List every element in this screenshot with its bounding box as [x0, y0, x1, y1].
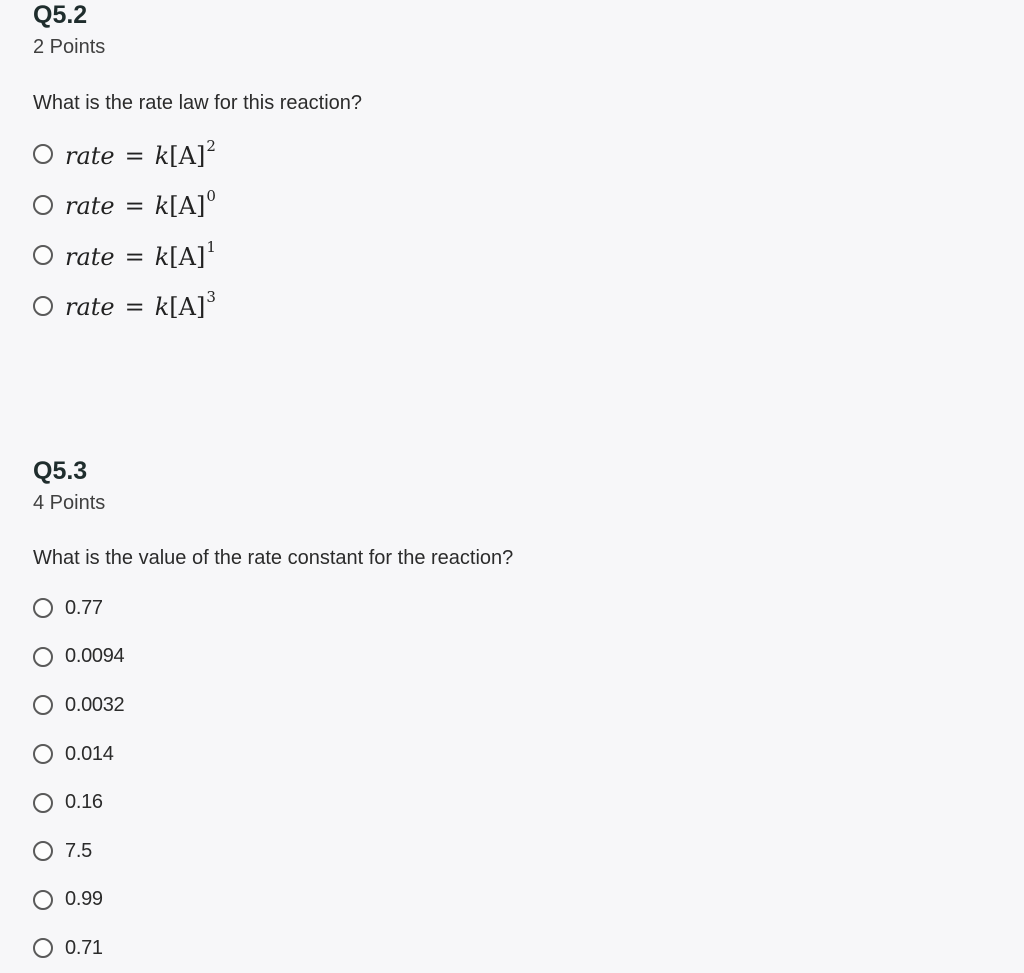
answer-option-4[interactable] [33, 730, 993, 779]
rate-law-formula: rate = $k[A]^1$ [65, 237, 216, 271]
answer-option-5[interactable] [33, 778, 993, 827]
answer-option-3[interactable] [33, 230, 993, 281]
option-label: 0.0032 [65, 693, 125, 716]
radio-button[interactable] [33, 695, 53, 715]
question-q5-3 [33, 456, 993, 973]
answer-option-8[interactable] [33, 924, 993, 973]
answer-option-2[interactable] [33, 180, 993, 231]
option-label: 0.77 [65, 596, 103, 619]
question-points: 4 Points [33, 492, 106, 514]
radio-button[interactable] [33, 744, 53, 764]
radio-button[interactable] [33, 938, 53, 958]
answer-option-7[interactable] [33, 876, 993, 925]
answer-option-6[interactable] [33, 827, 993, 876]
radio-button[interactable] [33, 598, 53, 618]
radio-button[interactable] [33, 841, 53, 861]
answer-option-4[interactable] [33, 281, 993, 332]
radio-button[interactable] [33, 144, 53, 164]
radio-button[interactable] [33, 195, 53, 215]
radio-button[interactable] [33, 296, 53, 316]
rate-law-formula: rate = $k[A]^2$ [65, 136, 216, 170]
question-title: Q5.2 [33, 1, 88, 29]
answer-option-1[interactable] [33, 584, 993, 633]
rate-law-formula: rate = $k[A]^0$ [65, 187, 216, 221]
question-q5-2 [33, 0, 993, 331]
question-points: 2 Points [33, 36, 106, 58]
option-label: 7.5 [65, 839, 92, 862]
answer-options [33, 129, 993, 331]
radio-button[interactable] [33, 647, 53, 667]
answer-option-2[interactable] [33, 633, 993, 682]
answer-options [33, 584, 993, 973]
radio-button[interactable] [33, 890, 53, 910]
radio-button[interactable] [33, 793, 53, 813]
option-label: 0.16 [65, 791, 103, 814]
question-prompt: What is the value of the rate constant for the reaction? [33, 547, 514, 569]
question-title: Q5.3 [33, 457, 88, 485]
answer-option-1[interactable] [33, 129, 993, 180]
question-prompt: What is the rate law for this reaction? [33, 92, 363, 114]
option-label: 0.71 [65, 936, 103, 959]
option-label: 0.0094 [65, 645, 125, 668]
option-label: 0.99 [65, 888, 103, 911]
option-label: 0.014 [65, 742, 114, 765]
rate-law-formula: rate = $k[A]^3$ [65, 288, 216, 322]
radio-button[interactable] [33, 245, 53, 265]
answer-option-3[interactable] [33, 681, 993, 730]
